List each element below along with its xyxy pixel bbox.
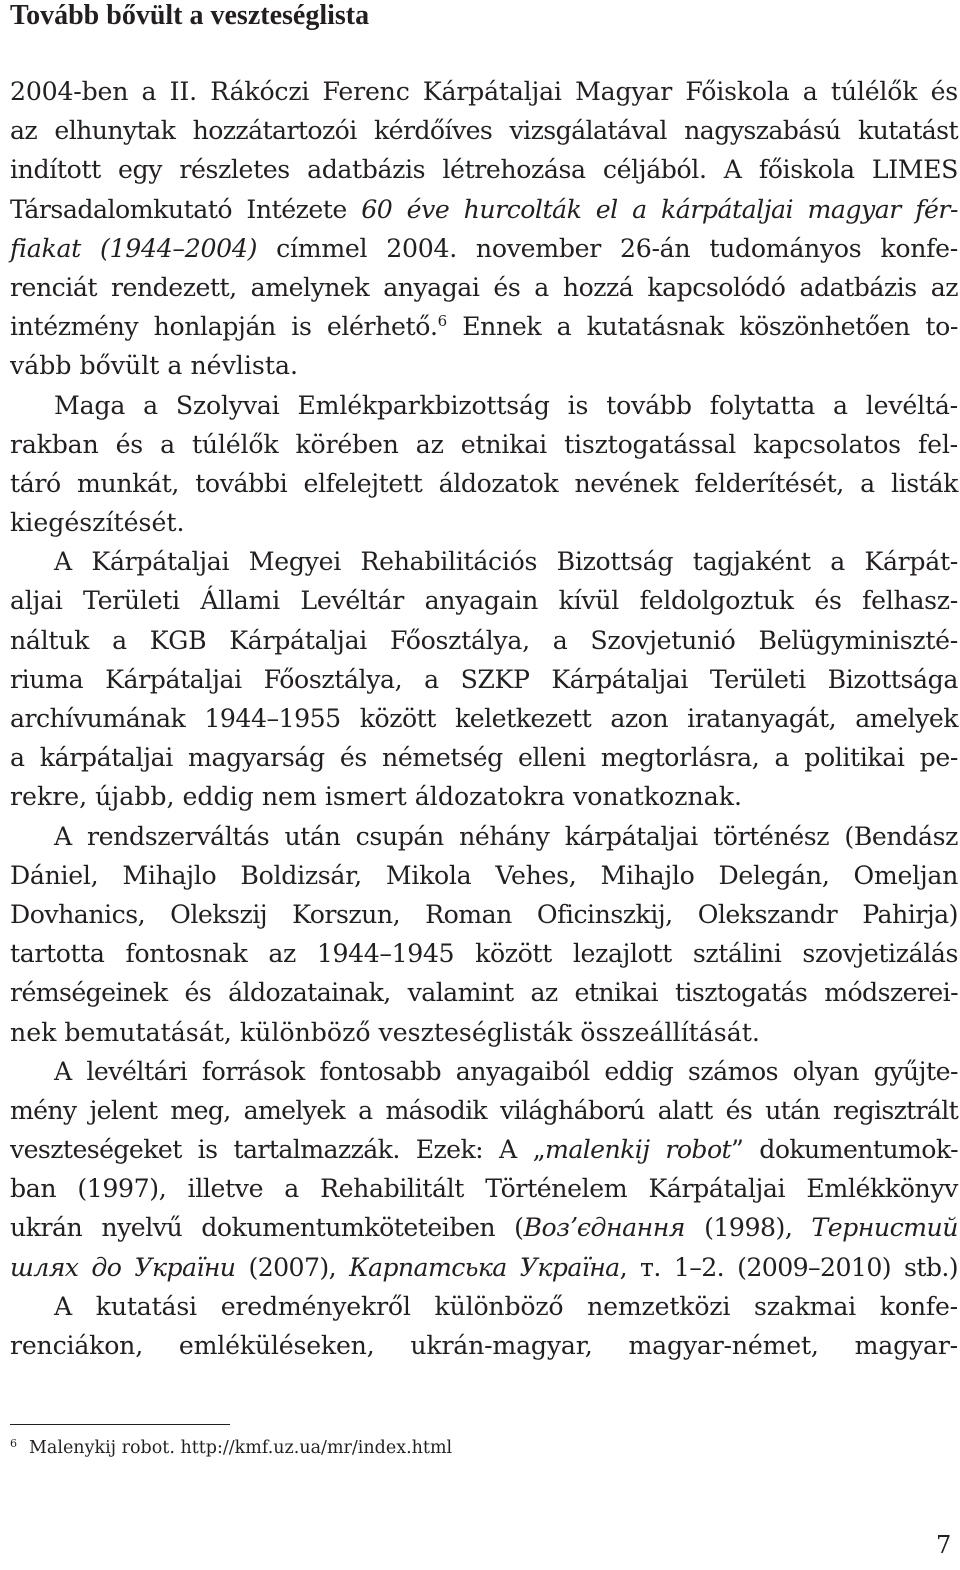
text-line [10,1326,958,1365]
line-text: (2007), [235,1252,350,1282]
section-heading: Tovább bővült a veszteséglista [10,0,370,31]
italic-text: шлях до України [10,1252,236,1282]
italic-text: fiakat (1944–2004) [10,233,258,263]
line-text: a kárpátaljai magyarság és németség elleni megtorlásra, a politikai pe- [10,743,958,773]
line-text: mény jelent meg, amelyek a második világháború alatt és után regisztrált [10,1095,958,1125]
italic-text: 60 éve hurcolták el a kárpátaljai magyar fér- [361,194,958,224]
line-text: A levéltári források fontosabb anyagaiból eddig számos olyan gyűjte- [54,1056,958,1086]
text-line [10,1052,958,1091]
line-text: ukrán nyelvű dokumentumköteteiben ( [10,1213,524,1243]
text-line [10,817,958,856]
text-line [10,542,958,581]
text-line [10,973,958,1012]
line-text: intézmény honlapján is elérhető. [10,312,438,342]
line-text: náltuk a KGB Kárpátaljai Főosztálya, a Szovjetunió Belügyminiszté- [10,625,958,655]
text-line [10,1169,958,1208]
line-text: vább bővült a névlista. [10,351,298,381]
line-text: ” dokumentumok- [731,1135,959,1165]
line-text: A Kárpátaljai Megyei Rehabilitációs Bizottság tagjaként a Kárpát- [54,547,958,577]
text-line [10,777,958,816]
italic-text: Возʼєднання [523,1213,685,1243]
text-line [10,386,958,425]
line-text: tartotta fontosnak az 1944–1945 között lezajlott sztálini szovjetizálás [10,939,958,969]
line-text: rémségeinek és áldozatainak, valamint az etnikai tisztogatás módszerei- [10,978,958,1008]
footnote-text: Malenykij robot. http://kmf.uz.ua/mr/index.html [29,1438,453,1458]
footnote-number: 6 [10,1437,17,1450]
line-text: rakban és a túlélők körében az etnikai tisztogatással kapcsolatos fel- [10,429,958,459]
line-text: Dániel, Mihajlo Boldizsár, Mikola Vehes, Mihajlo Delegán, Omeljan [10,860,958,890]
line-text: nek bemutatását, különböző veszteséglisták összeállítását. [10,1017,760,1047]
line-text: , т. 1–2. (2009–2010) stb.) [619,1252,959,1282]
text-line [10,307,958,346]
text-line [10,660,958,699]
text-line [10,895,958,934]
text-line [10,425,958,464]
line-text: renciákon, emléküléseken, ukrán-magyar, magyar-német, magyar- [10,1331,958,1360]
line-text: indított egy részletes adatbázis létrehozása céljából. A főiskola LIMES [10,155,958,185]
line-text: ban (1997), illetve a Rehabilitált Történelem Kárpátaljai Emlékkönyv [10,1174,958,1204]
text-line [10,72,958,111]
line-text: Dovhanics, Olekszij Korszun, Roman Oficinszkij, Olekszandr Pahirja) [10,899,958,929]
line-text: renciát rendezett, amelynek anyagai és a hozzá kapcsolódó adatbázis az [10,272,958,302]
text-line [10,1248,958,1287]
text-line [10,934,958,973]
line-text: Társadalomkutató Intézete [10,194,362,224]
text-line [10,503,958,542]
italic-text: malenkij robot [545,1135,732,1165]
text-line [10,229,958,268]
line-text: (1998), [684,1213,812,1243]
text-line [10,1013,958,1052]
line-text: Ennek a kutatásnak köszönhetően to- [446,312,958,342]
line-text: táró munkát, további elfelejtett áldozatok nevének felderítését, a listák [10,468,958,498]
footnote-reference: 6 [437,312,447,331]
line-text: archívumának 1944–1955 között keletkezett azon iratanyagát, amelyek [10,704,958,733]
line-text: A rendszerváltás után csupán néhány kárpátaljai történész (Bendász [54,821,958,851]
text-line [10,699,958,738]
text-line [10,1091,958,1130]
line-text: kiegészítését. [10,508,185,538]
text-line [10,738,958,777]
text-line [10,464,958,503]
line-text: aljai Területi Állami Levéltár anyagain kívül feldolgoztuk és felhasz- [10,586,958,616]
text-line [10,1287,958,1326]
text-line [10,150,958,189]
footnote [10,1432,452,1460]
text-line [10,111,958,150]
text-line [10,1208,958,1247]
italic-text: Карпатська Україна [349,1252,620,1282]
line-text: Maga a Szolyvai Emlékparkbizottság is tovább folytatta a levéltá- [54,390,958,420]
text-line [10,1130,958,1169]
text-line [10,346,958,385]
text-line [10,856,958,895]
page-number: 7 [936,1531,952,1559]
text-line [10,268,958,307]
body-text [10,72,958,1365]
line-text: riuma Kárpátaljai Főosztálya, a SZKP Kárpátaljai Területi Bizottsága [10,664,958,694]
line-text: az elhunytak hozzátartozói kérdőíves vizsgálatával nagyszabású kutatást [10,116,958,146]
italic-text: Тернистий [811,1213,958,1243]
line-text: veszteségeket is tartalmazzák. Ezek: A „ [10,1135,546,1165]
line-text: A kutatási eredményekről különböző nemzetközi szakmai konfe- [54,1291,958,1321]
text-line [10,621,958,660]
footnote-rule [10,1424,230,1425]
text-line [10,190,958,229]
line-text: címmel 2004. november 26-án tudományos konfe- [257,233,958,263]
line-text: rekre, újabb, eddig nem ismert áldozatokra vonatkoznak. [10,782,742,812]
line-text: 2004-ben a II. Rákóczi Ferenc Kárpátaljai Magyar Főiskola a túlélők és [10,77,958,106]
text-line [10,581,958,620]
